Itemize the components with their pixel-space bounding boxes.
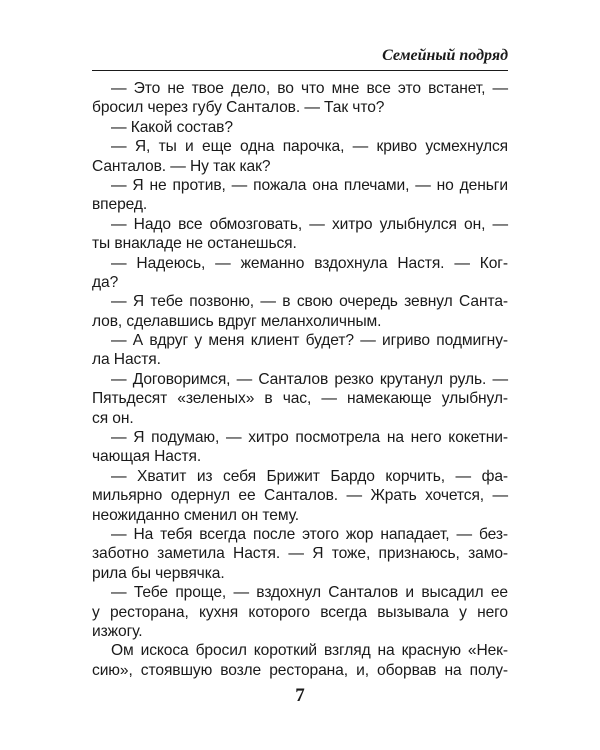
text-line: Ом искоса бросил короткий взгляд на красную «Нек- bbox=[111, 642, 508, 660]
text-line: да? bbox=[92, 273, 119, 291]
running-title: Семейный подряд bbox=[382, 47, 508, 64]
text-line: лов, сделавшись вдруг меланхоличным. bbox=[92, 312, 382, 330]
text-line: ты внакладе не останешься. bbox=[92, 235, 297, 253]
text-line: — Договоримся, — Санталов резко крутанул руль. — bbox=[111, 370, 508, 388]
body-text bbox=[92, 79, 508, 680]
text-line: — Какой состав? bbox=[111, 118, 233, 136]
text-line: — Я тебе позвоню, — в свою очередь зевнул Санта- bbox=[111, 293, 508, 311]
text-line: вперед. bbox=[92, 196, 148, 214]
text-line: — Надеюсь, — жеманно вздохнула Настя. — Ког- bbox=[111, 254, 508, 272]
text-line: мильярно одернул ее Санталов. — Жрать хочется, — bbox=[92, 487, 508, 505]
text-line: — А вдруг у меня клиент будет? — игриво подмигну- bbox=[111, 332, 508, 350]
text-line: Санталов. — Ну так как? bbox=[92, 157, 271, 175]
text-line: — Тебе проще, — вздохнул Санталов и высадил ее bbox=[111, 584, 508, 602]
text-line: ся он. bbox=[92, 409, 134, 427]
text-line: — Я не против, — пожала она плечами, — но деньги bbox=[111, 176, 508, 194]
text-line: Пятьдесят «зеленых» в час, — намекающе улыбнул- bbox=[92, 390, 508, 408]
text-line: заботно заметила Настя. — Я тоже, признаюсь, замо- bbox=[92, 545, 508, 563]
text-line: бросил через губу Санталов. — Так что? bbox=[92, 99, 385, 117]
text-line: — Хватит из себя Брижит Бардо корчить, — фа- bbox=[111, 467, 508, 485]
text-line: ла Настя. bbox=[92, 351, 161, 369]
text-line: рила бы червячка. bbox=[92, 564, 225, 582]
text-line: — На тебя всегда после этого жор нападает, — без- bbox=[111, 525, 508, 543]
text-line: — Я, ты и еще одна парочка, — криво усмехнулся bbox=[111, 138, 508, 156]
text-line: — Это не твое дело, во что мне все это встанет, — bbox=[111, 80, 508, 97]
text-line: сию», стоявшую возле ресторана, и, оборвав на полу- bbox=[92, 661, 508, 679]
text-line: неожиданно сменил он тему. bbox=[92, 506, 299, 524]
text-line: изжогу. bbox=[92, 622, 143, 640]
text-line: у ресторана, кухня которого всегда вызывала у него bbox=[92, 603, 508, 621]
text-line: — Я подумаю, — хитро посмотрела на него кокетни- bbox=[111, 429, 508, 447]
text-line: — Надо все обмозговать, — хитро улыбнулся он, — bbox=[111, 215, 508, 233]
header-rule bbox=[92, 70, 508, 71]
page-number: 7 bbox=[295, 685, 305, 706]
text-line: чающая Настя. bbox=[92, 448, 202, 466]
